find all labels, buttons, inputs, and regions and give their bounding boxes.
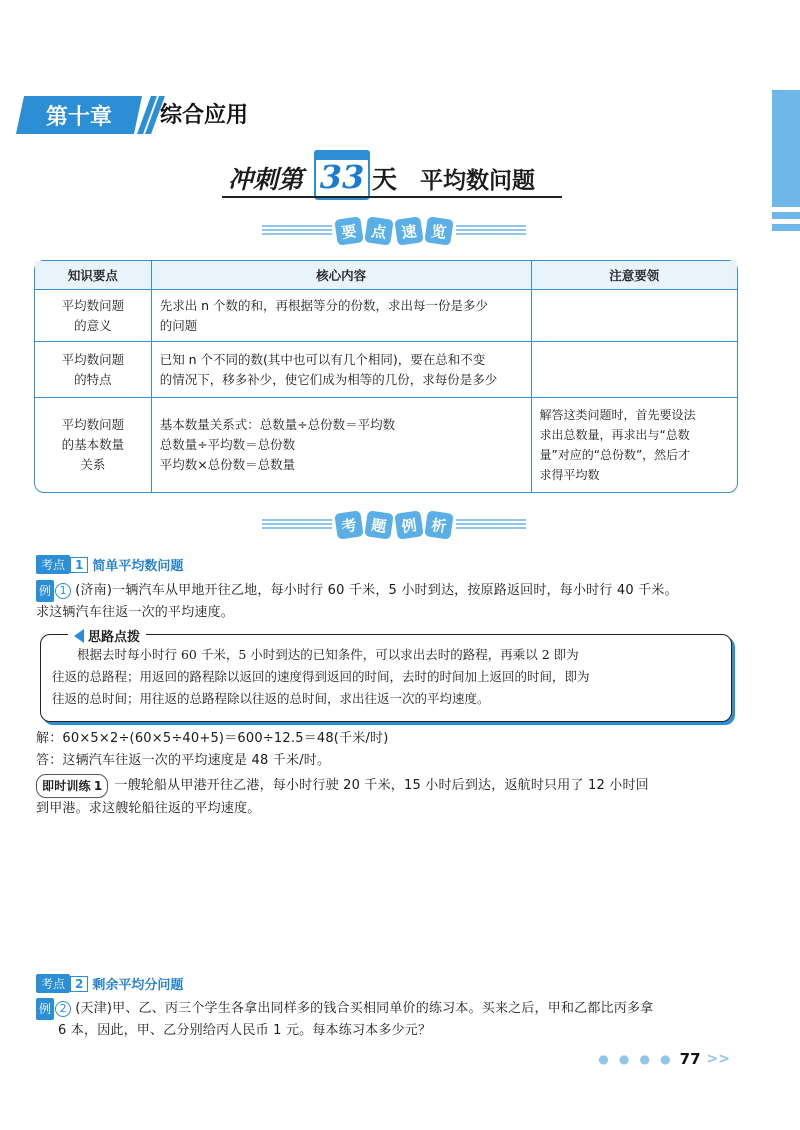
solution xyxy=(36,728,389,772)
badge-char: 题 xyxy=(364,510,393,539)
badge-stripes xyxy=(456,225,526,237)
table-row xyxy=(35,398,737,492)
example-2 xyxy=(36,998,766,1042)
badge-char: 点 xyxy=(364,216,393,245)
table-header: 知识要点 xyxy=(35,261,152,290)
sprint-prefix: 冲刺第 xyxy=(228,165,304,194)
badge-char: 例 xyxy=(394,510,423,539)
table-cell-point: 平均数问题 的基本数量 关系 xyxy=(35,398,152,492)
triangle-icon xyxy=(74,629,84,643)
badge-char: 速 xyxy=(394,216,423,245)
table-header: 注意要领 xyxy=(532,261,737,290)
section-badge-key-points xyxy=(262,218,526,244)
table-cell-point: 平均数问题 的意义 xyxy=(35,290,152,342)
table-cell-content: 基本数量关系式：总数量÷总份数＝平均数 总数量÷平均数＝总份数 平均数×总份数＝总数量 xyxy=(152,398,532,492)
drill-badge: 即时训练 1 xyxy=(36,774,108,798)
kaodian-tag: 考点 xyxy=(36,974,70,993)
example-text-line: 求这辆汽车往返一次的平均速度。 xyxy=(36,605,235,620)
table-row xyxy=(35,342,737,398)
edge-tab-3 xyxy=(772,224,800,231)
sprint-underline xyxy=(222,196,562,198)
kaodian-number: 1 xyxy=(70,557,88,573)
hint-text: 根据去时每小时行 60 千米，5 小时到达的已知条件，可以求出去时的路程，再乘以 2 即为 往返的总路程；用返回的路程除以返回的速度得到返回的时间，去时的时间加上返回的时间，即为 往返的总时间；用往返的总路程除以往返的总时间，求出往返一次的平均速度。 xyxy=(52,647,590,706)
chapter-title: 综合应用 xyxy=(160,103,249,128)
solution-line: 解：60×5×2÷(60×5÷40+5)＝600÷12.5＝48(千米/时) xyxy=(36,731,389,746)
kaodian-title: 简单平均数问题 xyxy=(92,559,184,574)
badge-stripes xyxy=(262,225,332,237)
hint-label: 思路点拨 xyxy=(68,626,146,645)
table-cell-point: 平均数问题 的特点 xyxy=(35,342,152,398)
kaodian-number: 2 xyxy=(70,976,88,992)
sprint-day-number: 33 xyxy=(319,158,365,196)
drill-1 xyxy=(36,774,766,820)
example-mark: 例 1 xyxy=(36,580,71,602)
table-cell-note xyxy=(532,290,737,342)
kaodian-1-heading xyxy=(36,555,183,574)
chevron-right-icon: >> xyxy=(706,1051,730,1067)
example-text-line: (济南)一辆汽车从甲地开往乙地，每小时行 60 千米，5 小时到达，按原路返回时，每小时行 40 千米。 xyxy=(75,583,678,598)
chapter-label: 第十章 xyxy=(16,96,142,134)
example-text-line: (天津)甲、乙、丙三个学生各拿出同样多的钱合买相同单价的练习本。买来之后，甲和乙都比丙多拿 xyxy=(75,1001,654,1016)
table-cell-content: 先求出 n 个数的和，再根据等分的份数，求出每一份是多少 的问题 xyxy=(152,290,532,342)
badge-char: 览 xyxy=(424,216,453,245)
edge-tab-main xyxy=(772,90,800,200)
badge-char: 考 xyxy=(334,510,363,539)
example-text-line: 6 本，因此，甲、乙分别给丙人民币 1 元。每本练习本多少元？ xyxy=(58,1023,432,1038)
table-cell-note: 解答这类问题时，首先要设法 求出总数量，再求出与“总数 量”对应的“总份数”，然后才 求得平均数 xyxy=(539,408,696,482)
dots-decoration: ● ● ● ● xyxy=(598,1052,674,1066)
drill-text-line: 一艘轮船从甲港开往乙港，每小时行驶 20 千米，15 小时后到达，返航时只用了 12 小时回 xyxy=(114,778,649,793)
kaodian-tag: 考点 xyxy=(36,555,70,574)
hint-dash-line xyxy=(150,634,710,635)
badge-stripes xyxy=(262,519,332,531)
answer-line: 答：这辆汽车往返一次的平均速度是 48 千米/时。 xyxy=(36,753,331,768)
page-number: ● ● ● ● 77 >> xyxy=(598,1050,730,1068)
edge-tab-1 xyxy=(772,200,800,207)
edge-tab-2 xyxy=(772,212,800,219)
kaodian-title: 剩余平均分问题 xyxy=(92,978,184,993)
table-cell-note xyxy=(532,342,737,398)
section-badge-examples xyxy=(262,512,526,538)
sprint-suffix: 天 xyxy=(372,165,398,194)
sprint-topic: 平均数问题 xyxy=(420,168,535,194)
kaodian-2-heading xyxy=(36,974,183,993)
example-1 xyxy=(36,580,766,624)
table-row xyxy=(35,290,737,342)
badge-char: 析 xyxy=(424,510,453,539)
badge-char: 要 xyxy=(334,216,363,245)
example-mark: 例 2 xyxy=(36,998,71,1020)
table-header-row xyxy=(35,261,737,290)
key-points-table xyxy=(34,260,738,493)
table-cell-content: 已知 n 个不同的数(其中也可以有几个相同)，要在总和不变 的情况下，移多补少，使它们成为相等的几份，求每份是多少 xyxy=(152,342,532,398)
drill-text-line: 到甲港。求这艘轮船往返的平均速度。 xyxy=(36,801,261,816)
badge-stripes xyxy=(456,519,526,531)
table-header: 核心内容 xyxy=(152,261,532,290)
